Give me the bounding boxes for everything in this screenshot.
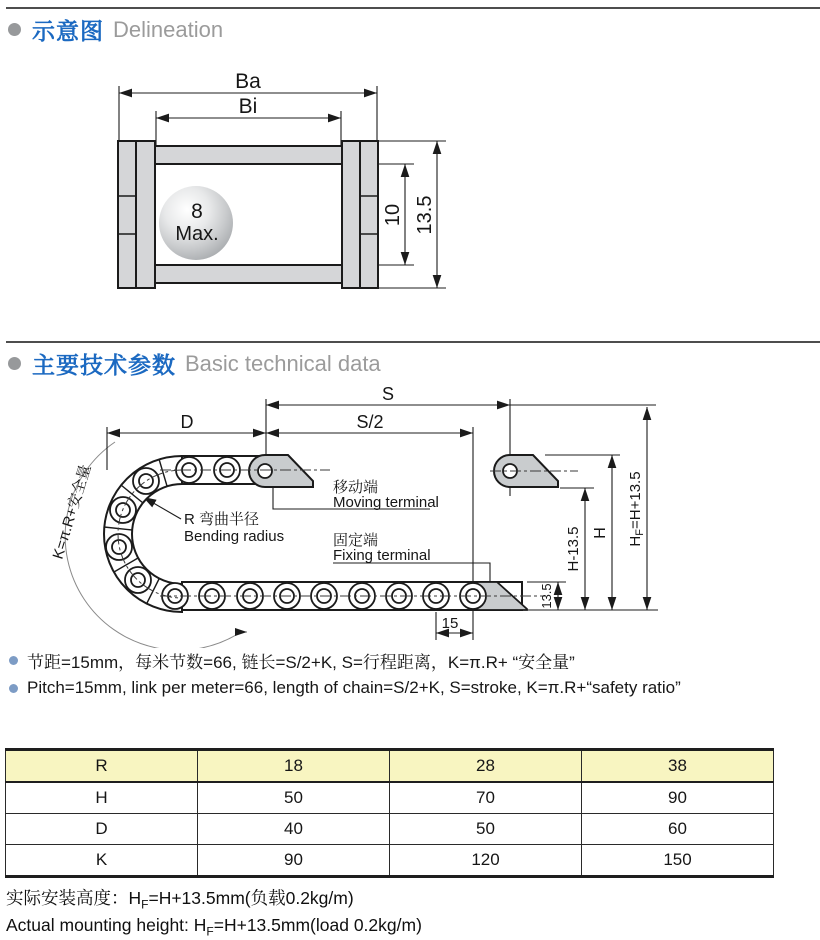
dim-label-10: 10: [382, 203, 404, 227]
table-row-r: [6, 750, 774, 783]
row-label: D: [6, 814, 198, 845]
note-bullet-icon: [9, 656, 18, 665]
moving-terminal-label-en: Moving terminal: [333, 494, 439, 511]
section-heading-technical-data: [8, 347, 381, 380]
bending-radius-label-zh: R 弯曲半径: [184, 511, 260, 528]
mounting-height-note: [6, 886, 422, 940]
section-rule-1: [6, 7, 820, 9]
dim-label-s: S: [381, 385, 395, 404]
section-bullet-icon: [8, 23, 21, 36]
cell: 50: [198, 782, 390, 814]
cell: 18: [198, 750, 390, 783]
row-label: H: [6, 782, 198, 814]
moving-terminal-label-zh: 移动端: [333, 479, 379, 496]
cell: 120: [390, 845, 582, 877]
dim-label-d: D: [180, 412, 194, 432]
note-pitch-zh: [9, 648, 575, 673]
cell: 38: [582, 750, 774, 783]
bending-radius-label-en: Bending radius: [184, 528, 285, 545]
dim-label-13-5: 13.5: [414, 195, 436, 235]
dim-label-hf: $H_F=H+13.5$: [627, 471, 646, 547]
ball-max-label: Max.: [175, 223, 219, 245]
dim-label-h-minus: H-13.5: [565, 526, 582, 572]
dim-label-13-5-bottom: 13.5: [539, 583, 554, 609]
cell: 90: [582, 782, 774, 814]
mounting-height-en: Actual mounting height: $H_F=H+13.5mm(load$ 0.2kg/m): [6, 915, 422, 939]
bend-diagram: [30, 385, 670, 648]
note-bullet-icon: [9, 684, 18, 693]
note-text: Pitch=15mm, link per meter=66, length of chain=S/2+K, S=stroke, K=π.R+“safety ratio”: [27, 678, 681, 697]
chain-cross-section: [118, 141, 378, 288]
table-row-h: [6, 782, 774, 814]
table-row-k: [6, 845, 774, 877]
ball-diameter-label: 8: [191, 200, 203, 223]
dim-label-bi: Bi: [238, 95, 258, 118]
dim-extension-lines: [119, 86, 446, 288]
cell: 70: [390, 782, 582, 814]
dim-label-h: H: [592, 527, 609, 539]
dim-label-15: 15: [441, 615, 459, 632]
fixing-terminal-label-en: Fixing terminal: [333, 547, 431, 564]
section-bullet-icon: [8, 357, 21, 370]
cross-section-diagram: [90, 60, 470, 310]
note-pitch-en: [9, 678, 681, 698]
table-row-d: [6, 814, 774, 845]
dim-label-s2: S/2: [356, 412, 384, 432]
section-title-zh: 主要技术参数: [32, 352, 176, 378]
k-formula-label: K=π.R+安全量: [49, 462, 95, 562]
cell: 28: [390, 750, 582, 783]
section-rule-2: [6, 341, 820, 343]
cell: 150: [582, 845, 774, 877]
row-label: R: [6, 750, 198, 783]
cell: 90: [198, 845, 390, 877]
cell: 40: [198, 814, 390, 845]
note-text: 节距=15mm，每米节数=66, 链长=S/2+K, S=行程距离，K=π.R+ “安全量”: [27, 653, 575, 672]
section-title-zh: 示意图: [32, 18, 104, 44]
cell: 50: [390, 814, 582, 845]
cell: 60: [582, 814, 774, 845]
row-label: K: [6, 845, 198, 877]
fixing-terminal-label-zh: 固定端: [333, 532, 379, 549]
spec-table: [5, 748, 774, 878]
dim-label-ba: Ba: [235, 70, 261, 93]
mounting-height-zh: 实际安装高度：$H_F=H+13.5mm$(负载0.2kg/m): [6, 888, 354, 912]
section-title-en: Delineation: [113, 16, 224, 42]
section-heading-delineation: [8, 13, 223, 46]
section-title-en: Basic technical data: [185, 350, 381, 376]
dimension-lines: [119, 93, 437, 288]
